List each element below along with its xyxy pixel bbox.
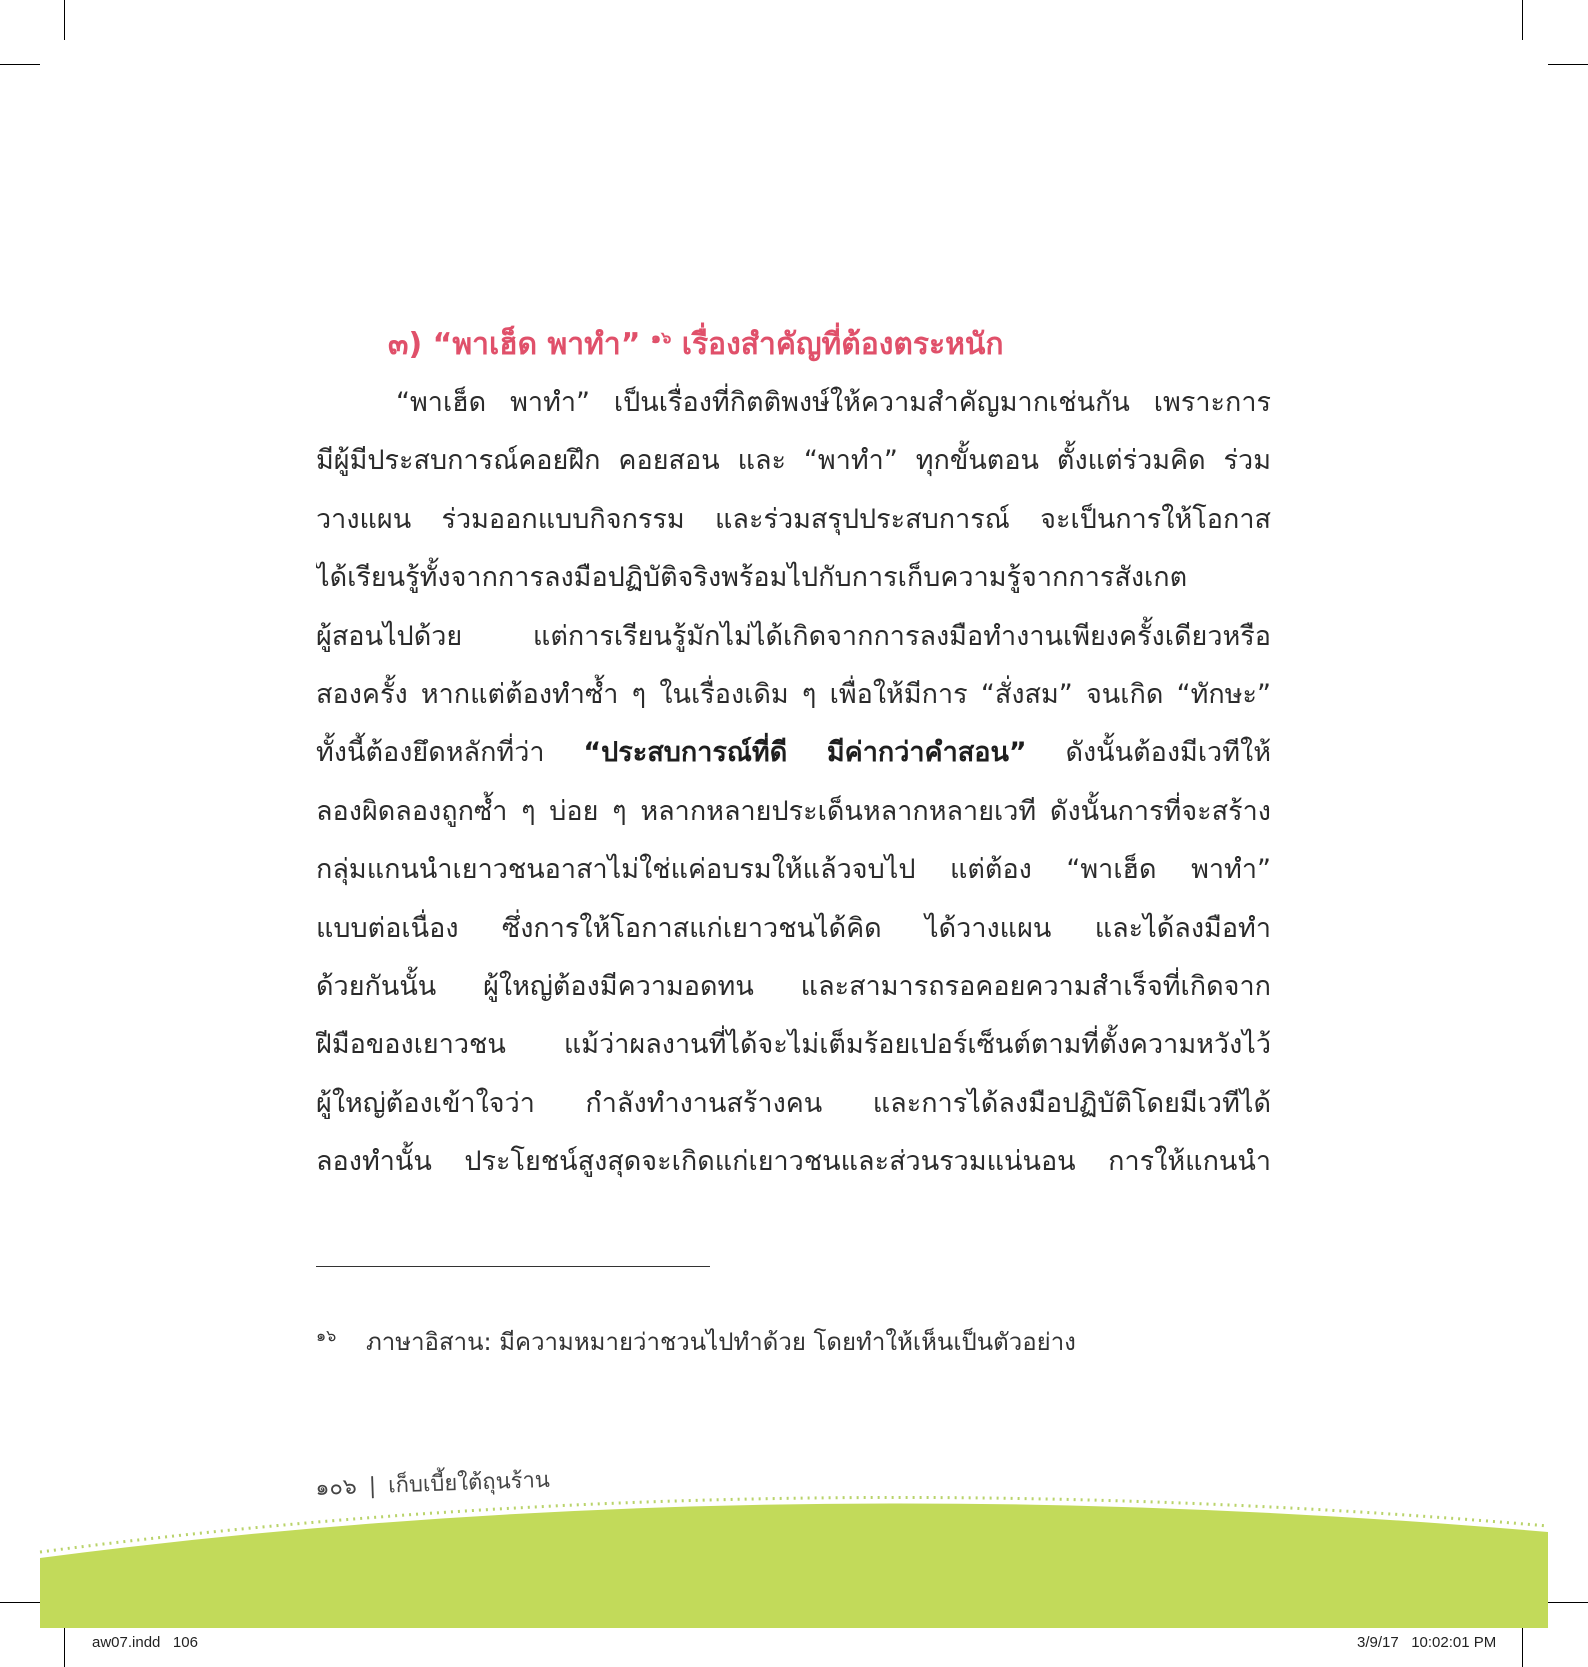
body-paragraph [316, 374, 1271, 1191]
heading-quote: “พาเฮ็ด พาทำ” [432, 327, 641, 362]
text-line: ลองผิดลองถูกซ้ำ ๆ บ่อย ๆ หลากหลายประเด็นหลากหลายเวที ดังนั้นการที่จะสร้าง [316, 795, 1271, 827]
crop-mark [64, 1627, 65, 1667]
footnote [316, 1322, 1076, 1361]
footnote-rule [316, 1266, 710, 1267]
text-line: สองครั้ง หากแต่ต้องทำซ้ำ ๆ ในเรื่องเดิม ๆ เพื่อให้มีการ “สั่งสม” จนเกิด “ทักษะ” [316, 678, 1271, 710]
text-line: วางแผน ร่วมออกแบบกิจกรรม และร่วมสรุปประสบการณ์ จะเป็นการให้โอกาส [316, 503, 1271, 535]
heading-title: เรื่องสำคัญที่ต้องตระหนัก [681, 327, 1004, 362]
crop-mark [64, 0, 65, 40]
footer-separator: | [368, 1473, 377, 1500]
text-line: ได้เรียนรู้ทั้งจากการลงมือปฏิบัติจริงพร้อมไปกับการเก็บความรู้จากการสังเกต [316, 562, 1188, 594]
text-line: ผู้สอนไปด้วย แต่การเรียนรู้มักไม่ได้เกิดจากการลงมือทำงานเพียงครั้งเดียวหรือ [316, 620, 1271, 652]
text-line: ฝีมือของเยาวชน แม้ว่าผลงานที่ได้จะไม่เต็มร้อยเปอร์เซ็นต์ตามที่ตั้งความหวังไว้ [316, 1029, 1271, 1061]
green-wave-band [0, 1480, 1588, 1630]
text-line: แบบต่อเนื่อง ซึ่งการให้โอกาสแก่เยาวชนได้คิด ได้วางแผน และได้ลงมือทำ [316, 912, 1271, 944]
crop-mark [1548, 64, 1588, 65]
footnote-text: ภาษาอิสาน: มีความหมายว่าชวนไปทำด้วย โดยทำให้เห็นเป็นตัวอย่าง [365, 1328, 1076, 1356]
text-line: กลุ่มแกนนำเยาวชนอาสาไม่ใช่แค่อบรมให้แล้วจบไป แต่ต้อง “พาเฮ็ด พาทำ” [316, 854, 1271, 886]
footnote-number: ๑๖ [316, 1326, 337, 1345]
crop-mark [0, 64, 40, 65]
emphasis-quote: “ประสบการณ์ที่ดี มีค่ากว่าคำสอน” [583, 737, 1027, 769]
slug-file: aw07.indd 106 [92, 1634, 198, 1651]
text-line: ลองทำนั้น ประโยชน์สูงสุดจะเกิดแก่เยาวชนและส่วนรวมแน่นอน การให้แกนนำ [316, 1146, 1271, 1178]
book-title: เก็บเบี้ยใต้ถุนร้าน [387, 1467, 551, 1499]
section-heading [388, 318, 1288, 365]
crop-mark [1522, 0, 1523, 40]
heading-number: ๓) [388, 327, 423, 362]
text-line-with-emphasis [316, 724, 1271, 782]
page-number: ๑๐๖ [314, 1474, 358, 1502]
slug-timestamp: 3/9/17 10:02:01 PM [1357, 1634, 1497, 1651]
crop-mark [1522, 1627, 1523, 1667]
heading-footnote-ref: ๑๖ [650, 328, 672, 347]
line-text: ดังนั้นต้องมีเวทีให้ [1065, 737, 1271, 769]
line-text: ทั้งนี้ต้องยึดหลักที่ว่า [316, 737, 545, 769]
text-line: ผู้ใหญ่ต้องเข้าใจว่า กำลังทำงานสร้างคน และการได้ลงมือปฏิบัติโดยมีเวทีได้ [316, 1087, 1271, 1119]
text-line: ด้วยกันนั้น ผู้ใหญ่ต้องมีความอดทน และสามารถรอคอยความสำเร็จที่เกิดจาก [316, 970, 1271, 1002]
text-line: “พาเฮ็ด พาทำ” เป็นเรื่องที่กิตติพงษ์ให้ความสำคัญมากเช่นกัน เพราะการ [396, 387, 1271, 418]
text-line: มีผู้มีประสบการณ์คอยฝึก คอยสอน และ “พาทำ” ทุกขั้นตอน ตั้งแต่ร่วมคิด ร่วม [316, 445, 1271, 477]
